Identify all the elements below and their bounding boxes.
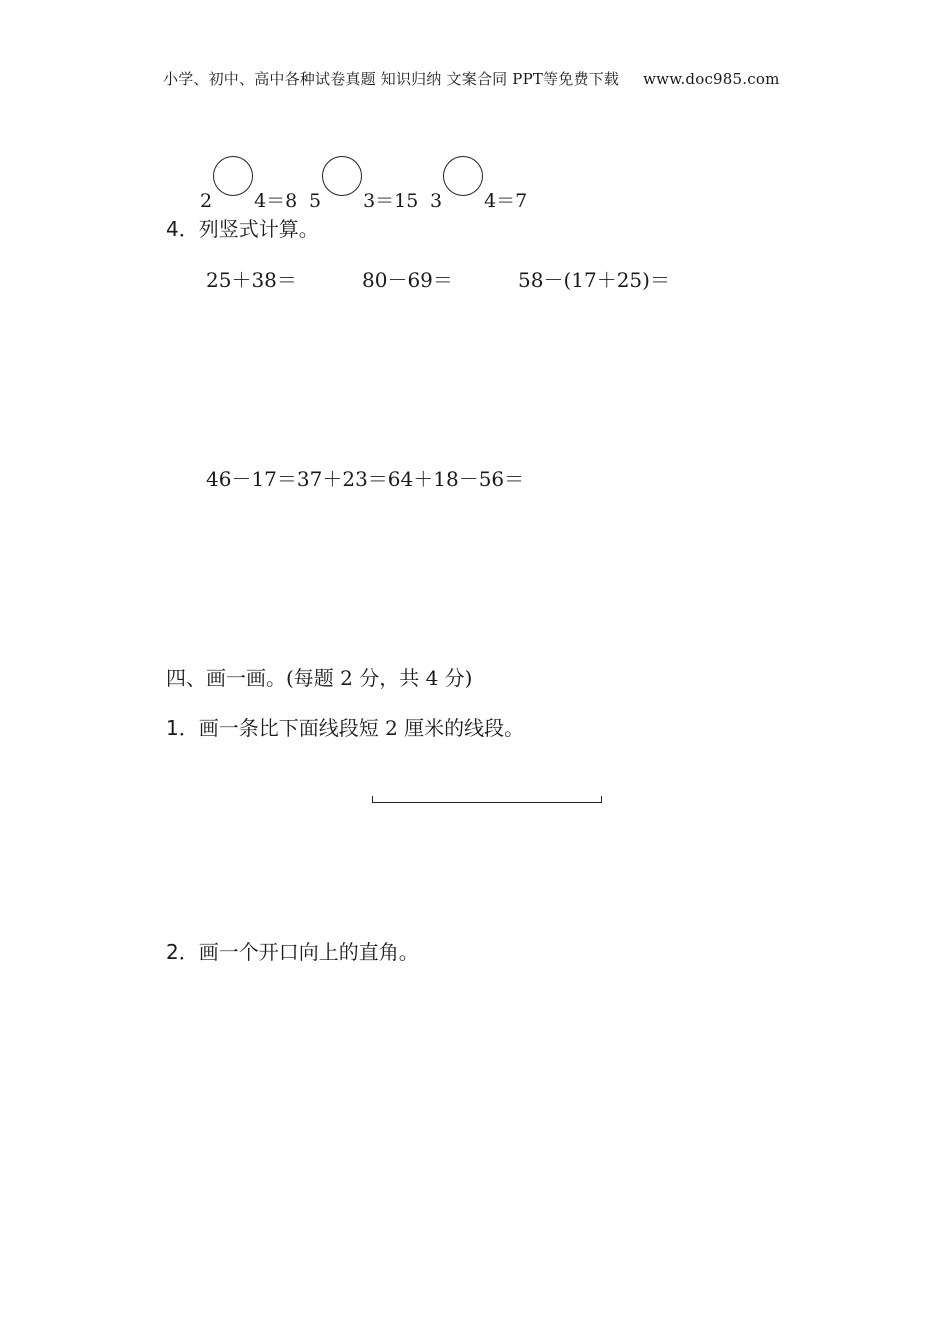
question-number: 1． <box>166 716 199 740</box>
answer-circle[interactable] <box>213 156 253 196</box>
calc-item-1: 25＋38＝ <box>206 268 297 292</box>
question-4 <box>166 213 319 242</box>
question-text: 列竖式计算。 <box>198 217 319 241</box>
calc-row-2: 46－17＝37＋23＝64＋18－56＝ <box>206 467 525 491</box>
header-url: www.doc985.com <box>643 70 780 88</box>
operand-left: 2 <box>200 190 213 212</box>
question-text: 画一条比下面线段短 2 厘米的线段。 <box>198 716 525 740</box>
question-number: 2． <box>166 940 199 964</box>
calc-item-3: 58－(17＋25)＝ <box>518 268 670 292</box>
answer-circle[interactable] <box>443 156 483 196</box>
operand-right: 4＝8 <box>254 190 298 212</box>
calc-item-2: 80－69＝ <box>362 268 453 292</box>
question-number: 4． <box>166 217 199 241</box>
section-title: 四、画一画。(每题 2 分，共 4 分) <box>166 666 473 690</box>
operand-left: 3 <box>430 190 443 212</box>
question-text: 画一个开口向上的直角。 <box>198 940 419 964</box>
operand-right: 4＝7 <box>484 190 528 212</box>
operand-left: 5 <box>309 190 322 212</box>
draw-question-2 <box>166 936 419 965</box>
circle-equation-3 <box>430 170 527 213</box>
answer-circle[interactable] <box>322 156 362 196</box>
page-header <box>163 68 780 89</box>
operand-right: 3＝15 <box>363 190 419 212</box>
header-text: 小学、初中、高中各种试卷真题 知识归纳 文案合同 PPT等免费下载 <box>163 70 620 88</box>
draw-question-1 <box>166 712 524 741</box>
circle-equation-1 <box>200 170 297 213</box>
reference-line-segment <box>372 796 602 803</box>
circle-equation-2 <box>309 170 418 213</box>
